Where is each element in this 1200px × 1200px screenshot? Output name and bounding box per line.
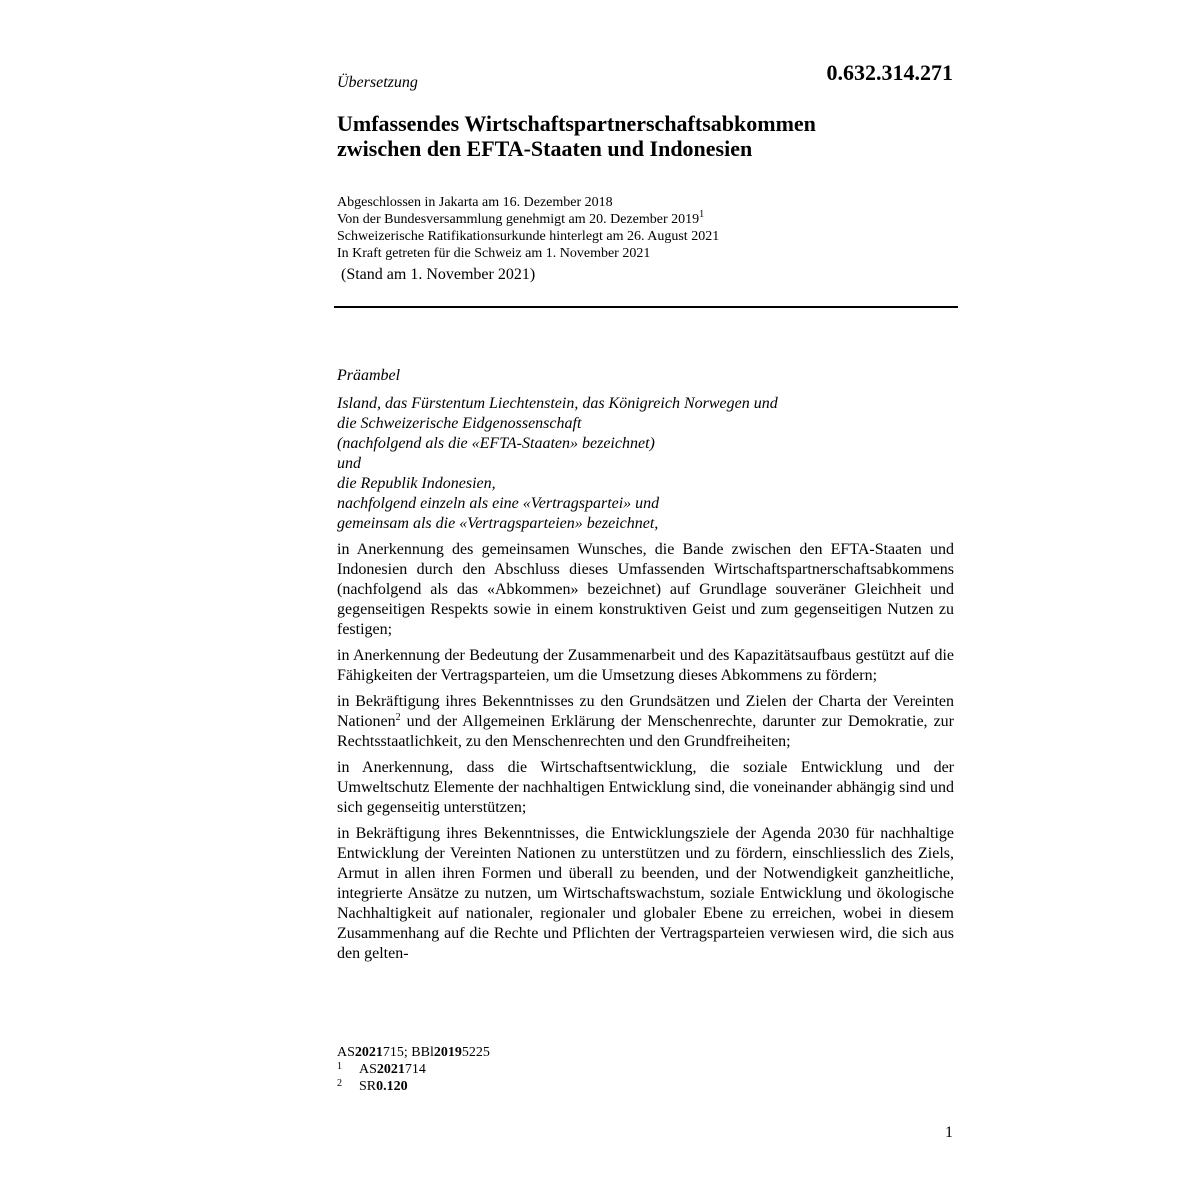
document-title bbox=[337, 111, 957, 161]
translation-label: Übersetzung bbox=[337, 74, 418, 91]
meta-concluded: Abgeschlossen in Jakarta am 16. Dezember 2018 bbox=[337, 195, 613, 210]
meta-in-force: In Kraft getreten für die Schweiz am 1. November 2021 bbox=[337, 246, 651, 261]
footnote-ref-2[interactable]: 2 bbox=[395, 712, 401, 723]
parties-line: nachfolgend einzeln als eine «Vertragspartei» und bbox=[337, 495, 660, 512]
footnote-mark: 2 bbox=[337, 1078, 342, 1089]
preamble-paragraph-4: in Anerkennung, dass die Wirtschaftsentwicklung, die soziale Entwicklung und der Umweltschutz Elemente der nachhaltigen Entwicklung sind, die voneinander abhängig sind und sich gegenseitig unterstützen; bbox=[337, 759, 954, 816]
footnotes bbox=[337, 1044, 954, 1095]
footnote-2: 2 SR 0.120 bbox=[337, 1078, 954, 1095]
parties-line: und bbox=[337, 455, 361, 472]
page-number: 1 bbox=[945, 1124, 953, 1141]
sr-number: 0.632.314.271 bbox=[826, 60, 953, 85]
preamble-paragraph-1: in Anerkennung des gemeinsamen Wunsches, die Bande zwischen den EFTA-Staaten und Indonesien durch den Abschluss dieses Umfassenden Wirtschaftspartnerschaftsabkommens (nachfolgend als das «Abkommen» bezeichnet) auf Grundlage souveräner Gleichheit und gegenseitigen Respekts sowie in einem konstruktiven Geist und zum gegenseitigen Nutzen zu festigen; bbox=[337, 541, 954, 638]
preamble-heading: Präambel bbox=[337, 367, 401, 384]
footnote-ref-1[interactable]: 1 bbox=[699, 209, 705, 220]
preamble-section bbox=[337, 366, 954, 970]
footnote-1: 1 AS 2021 714 bbox=[337, 1061, 954, 1078]
parties-block bbox=[337, 394, 954, 534]
parties-line: die Republik Indonesien, bbox=[337, 475, 496, 492]
header-divider bbox=[334, 306, 958, 308]
footnote-mark: 1 bbox=[337, 1061, 342, 1072]
preamble-paragraph-3: in Bekräftigung ihres Bekenntnisses zu den Grundsätzen und Zielen der Charta der Vereinten Nationen$^2$ und der Allgemeinen Erklärung der Menschenrechte, darunter zur Demokratie, zur Rechtsstaatlichkeit, zu den Menschenrechten und den Grundfreiheiten; bbox=[337, 693, 954, 750]
title-line-1: Umfassendes Wirtschaftspartnerschaftsabkommen bbox=[337, 111, 816, 136]
title-line-2: zwischen den EFTA-Staaten und Indonesien bbox=[337, 136, 753, 161]
parties-line: (nachfolgend als die «EFTA-Staaten» bezeichnet) bbox=[337, 435, 655, 452]
status-date: (Stand am 1. November 2021) bbox=[341, 266, 536, 283]
document-metadata bbox=[337, 194, 957, 262]
source-reference: AS 2021 715; BBl 2019 5225 bbox=[337, 1045, 490, 1060]
meta-ratification: Schweizerische Ratifikationsurkunde hinterlegt am 26. August 2021 bbox=[337, 229, 720, 244]
parties-line: Island, das Fürstentum Liechtenstein, das Königreich Norwegen und bbox=[337, 395, 778, 412]
preamble-paragraph-2: in Anerkennung der Bedeutung der Zusammenarbeit und des Kapazitätsaufbaus gestützt auf die Fähigkeiten der Vertragsparteien, um die Umsetzung dieses Abkommens zu fördern; bbox=[337, 647, 954, 684]
parties-line: gemeinsam als die «Vertragsparteien» bezeichnet, bbox=[337, 515, 659, 532]
meta-approved: Von der Bundesversammlung genehmigt am 20. Dezember 2019$^1$ bbox=[337, 209, 705, 227]
preamble-paragraph-5: in Bekräftigung ihres Bekenntnisses, die Entwicklungsziele der Agenda 2030 für nachhaltige Entwicklung der Vereinten Nationen zu unterstützen und zu fördern, einschliesslich des Ziels, Armut in allen ihren Formen und überall zu beenden, und der Notwendigkeit ganzheitliche, integrierte Ansätze zu nutzen, um Wirtschaftswachstum, soziale Entwicklung und ökologische Nachhaltigkeit auf nationaler, regionaler und globaler Ebene zu erreichen, wobei in diesem Zusammenhang auf die Rechte und Pflichten der Vertragsparteien verwiesen wird, die sich aus den gelten- bbox=[337, 825, 954, 962]
parties-line: die Schweizerische Eidgenossenschaft bbox=[337, 415, 582, 432]
